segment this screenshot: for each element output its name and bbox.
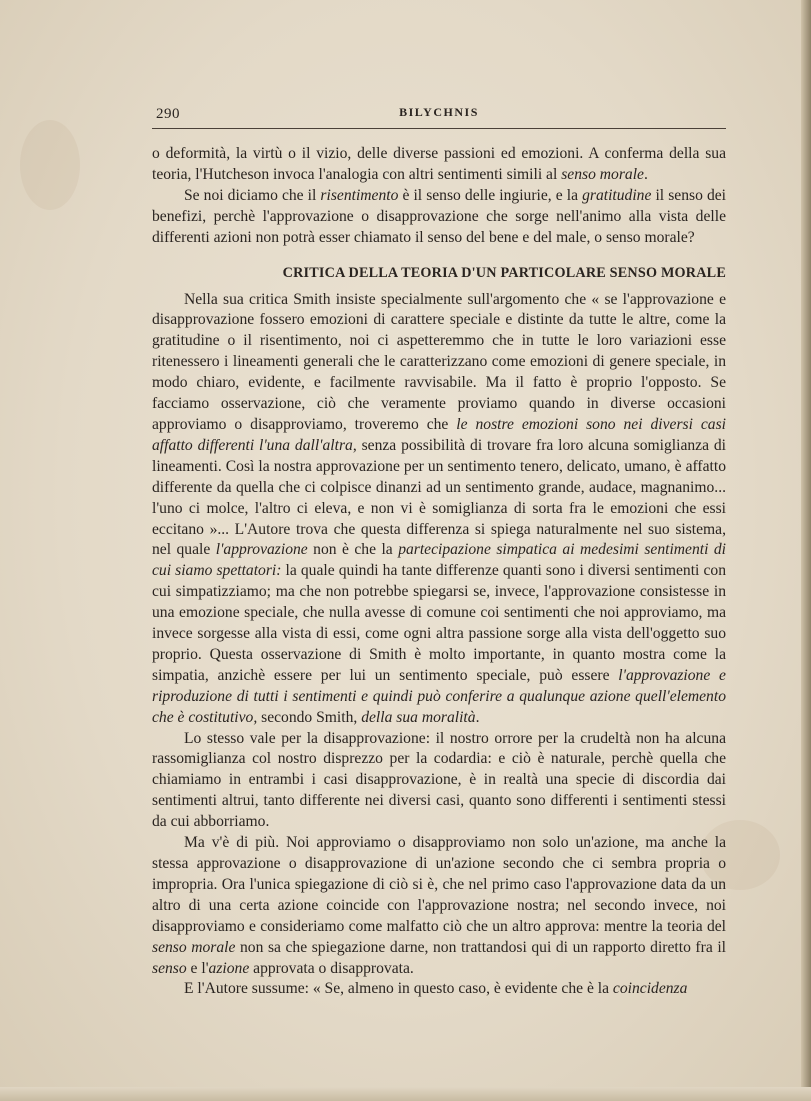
- paragraph: Ma v'è di più. Noi approviamo o disapproviamo non solo un'azione, ma anche la stessa approvazione o disapprovazione di un'azione secondo che ci sembra propria o impropria. Ora l'unica spiegazione di ciò si è, che nel primo caso l'approvazione data da un altro di una certa azione coincide con l'approvazione nostra; nel secondo invece, noi disapproviamo e consideriamo come malfatto ciò che un altro approva: mentre la teoria del senso morale non sa che spiegazione darne, non trattandosi qui di un rapporto diretto fra il senso e l'azione approvata o disapprovata.: [152, 834, 726, 977]
- page-number: 290: [156, 106, 180, 122]
- paragraph: Nella sua critica Smith insiste specialmente sull'argomento che « se l'approvazione e disapprovazione fossero emozioni di carattere speciale e distinte da tutte le altre, come la gratitudine o il risentimento, noi ci aspetteremmo che in tutte le loro variazioni esse ritenessero i lineamenti generali che le caratterizzano come emozioni di genere speciale, in modo chiaro, evidente, e facilmente ravvisabile. Ma il fatto è proprio l'opposto. Se facciamo osservazione, ciò che veramente proviamo quando in diverse occasioni approviamo o disapproviamo, troveremo che le nostre emozioni sono nei diversi casi affatto differenti l'una dall'altra, senza possibilità di trovare fra loro alcuna somiglianza di lineamenti. Così la nostra approvazione per un sentimento tenero, delicato, umano, è affatto differente da quella che ci colpisce dinanzi ad un sentimento grande, audace, magnanimo... l'uno ci molce, l'altro ci eleva, e non vi è somiglianza di sorta fra le emozioni che essi eccitano »... L'Autore trova che questa differenza si spiega naturalmente nel suo sistema, nel quale l'approvazione non è che la partecipazione simpatica ai medesimi sentimenti di cui siamo spettatori: la quale quindi ha tante differenze quanti sono i diversi sentimenti con cui simpatizziamo; ma che non potrebbe spiegarsi se, invece, l'approvazione consistesse in una emozione speciale, che nulla avesse di comune coi sentimenti che noi approviamo, ma invece sorgesse alla vista di essi, come ogni altra passione sorge alla vista dell'oggetto suo proprio. Questa osservazione di Smith è molto importante, in quanto mostra come la simpatia, anzichè essere per lui un sentimento speciale, può essere l'approvazione e riproduzione di tutti i sentimenti e quindi può conferire a qualunque azione quell'elemento che è costitutivo, secondo Smith, della sua moralità.: [152, 290, 727, 726]
- page-edge-right: [801, 0, 811, 1101]
- paragraph: Se noi diciamo che il risentimento è il senso delle ingiurie, e la gratitudine il senso dei benefizi, perchè l'approvazione o disapprovazione che sorge nell'animo alla vista delle differenti azioni non potrà esser chiamato il senso del bene e del male, o senso morale?: [152, 186, 726, 246]
- section-heading: CRITICA DELLA TEORIA D'UN PARTICOLARE SENSO MORALE: [282, 264, 726, 281]
- body-text: [152, 144, 726, 1000]
- paragraph: E l'Autore sussume: « Se, almeno in questo caso, è evidente che è la coincidenza: [184, 980, 688, 998]
- paragraph: Lo stesso vale per la disapprovazione: il nostro orrore per la crudeltà non ha alcuna rassomiglianza col nostro disprezzo per la codardia: e ciò è naturale, perchè quella che chiamiamo in entrambi i casi disapprovazione, è in realtà una specie di discordia dai sentimenti altrui, tanto differente nei diversi casi, quanto sono differenti i sentimenti stessi da cui abborriamo.: [152, 729, 726, 831]
- page-edge-bottom: [0, 1087, 811, 1101]
- running-head: [152, 104, 726, 129]
- paper-stain: [20, 120, 80, 210]
- paragraph: o deformità, la virtù o il vizio, delle diverse passioni ed emozioni. A conferma della sua teoria, l'Hutcheson invoca l'analogia con altri sentimenti simili al senso morale.: [152, 145, 726, 183]
- journal-name: BILYCHNIS: [399, 105, 479, 119]
